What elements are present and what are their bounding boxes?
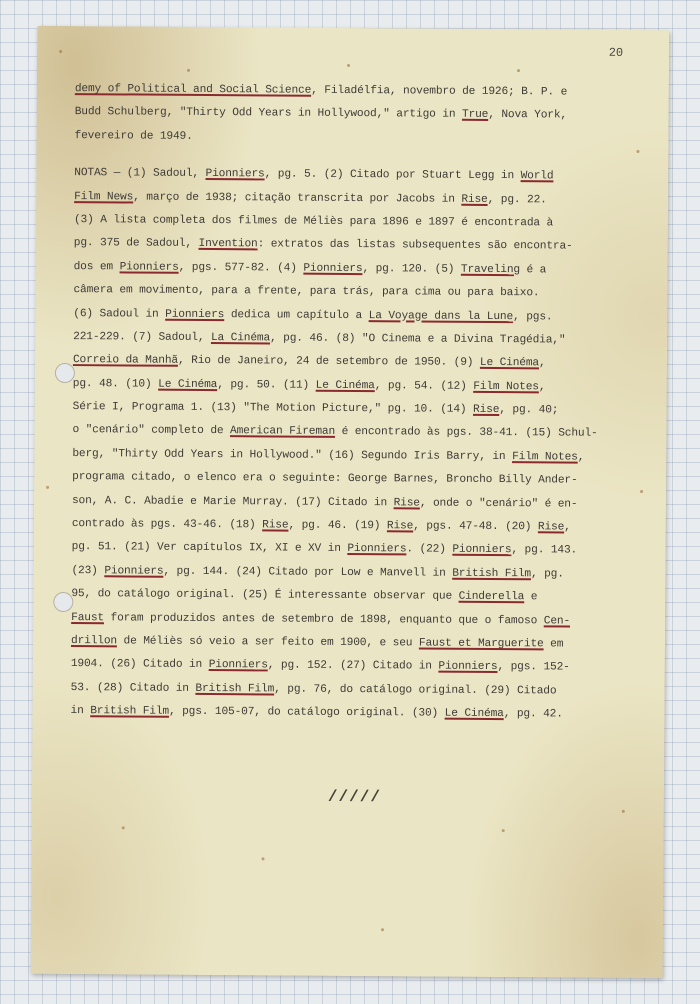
text-run: Série I, Programa 1. (13) "The Motion Picture," pg. 10. (14) (72, 401, 474, 416)
text-line (73, 349, 633, 376)
text-run: pg. 48. (10) (72, 377, 159, 391)
underlined-title: demy of Political and Social Science (74, 83, 312, 97)
text-run: , pg. 54. (12) (374, 379, 474, 393)
text-line (74, 125, 634, 152)
text-line (74, 232, 634, 259)
text-run: , Nova York, (488, 109, 568, 122)
text-run: , pgs. 105-07, do catálogo original. (30) (168, 705, 445, 720)
underlined-title: Rise (386, 520, 414, 533)
underlined-title: British Film (452, 567, 532, 581)
page-number: 20 (608, 45, 624, 60)
text-run: , Rio de Janeiro, 24 de setembro de 1950. (9) (177, 355, 480, 370)
text-line (71, 583, 631, 610)
text-run: (23) (71, 564, 105, 578)
text-run: 95, do catálogo original. (25) É interessante observar que (71, 588, 459, 603)
underlined-title: Pionniers (438, 660, 498, 674)
underlined-title: Correio da Manhã (72, 354, 179, 368)
text-run: 1904. (26) Citado in (70, 658, 209, 672)
stain-dot (122, 826, 125, 829)
underlined-title: Traveling (460, 263, 521, 276)
underlined-title: True (461, 109, 489, 122)
text-run: , (538, 381, 546, 394)
text-run: , onde o "cenário" é en- (419, 497, 578, 511)
text-run: e (524, 591, 538, 604)
stain-dot (640, 490, 643, 493)
text-run: , pg. 144. (24) Citado por Low e Manvell in (163, 565, 453, 580)
typewritten-page (31, 26, 670, 978)
text-run: de Méliès só veio a ser feito em 1900, e seu (116, 635, 419, 650)
underlined-title: Film Notes (473, 380, 539, 394)
underlined-title: drillon (70, 635, 118, 648)
text-run: 53. (28) Citado in (70, 681, 196, 695)
text-run: , pgs. 152- (497, 661, 570, 674)
text-run: , (564, 521, 571, 534)
text-run: : extratos das listas subsequentes são encontra- (257, 238, 573, 253)
underlined-title: La Voyage dans la Lune (368, 309, 514, 323)
text-line (74, 162, 634, 189)
underlined-title: La Cinéma (210, 331, 271, 345)
text-run: , Filadélfia, novembro de 1926; B. P. e (311, 84, 568, 99)
text-run: , pg. 152. (27) Citado in (267, 659, 439, 673)
text-run: programa citado, o elenco era o seguinte: George Barnes, Broncho Billy Ander- (72, 471, 578, 487)
text-run: dedica um capítulo a (224, 308, 369, 322)
text-line (72, 466, 632, 493)
underlined-title: Le Cinéma (479, 357, 540, 370)
text-run: , pg. 42. (503, 708, 563, 721)
text-line (71, 653, 631, 680)
underlined-title: Rise (537, 521, 565, 534)
text-run: , pgs. 577-82. (4) (178, 261, 304, 275)
text-run: pg. 375 de Sadoul, (73, 237, 199, 251)
underlined-title: World (520, 170, 554, 183)
text-run: , pgs. 47-48. (20) (413, 520, 538, 534)
text-run: , pgs. (513, 310, 553, 323)
stain-dot (636, 150, 639, 153)
underlined-title: Pionniers (452, 544, 512, 557)
underlined-title: Rise (461, 193, 488, 206)
underlined-title: Pionniers (347, 543, 407, 556)
underlined-title: Pionniers (165, 308, 225, 321)
stain-dot (46, 486, 49, 489)
text-run: , pg. 40; (499, 404, 559, 417)
text-run: . (22) (406, 543, 453, 557)
text-run: son, A. C. Abadie e Marie Murray. (17) Citado in (71, 494, 394, 509)
text-run: , março de 1938; citação transcrita por Jacobs in (133, 191, 462, 206)
text-run: , pg. 76, do catálogo original. (29) Citado (274, 683, 557, 698)
text-run: in (70, 705, 91, 718)
text-run: o "cenário" completo de (72, 424, 231, 438)
text-run: Budd Schulberg, "Thirty Odd Years in Hollywood," artigo in (74, 106, 463, 122)
text-run: (6) Sadoul in (73, 307, 166, 321)
text-line (73, 279, 633, 306)
text-run: 221-229. (7) Sadoul, (73, 330, 212, 344)
text-run: câmera em movimento, para a frente, para trás, para cima ou para baixo. (73, 284, 540, 300)
text-run: , pg. 46. (8) "O Cinema e a Divina Tragédia," (270, 332, 566, 347)
text-run: , pg. 46. (19) (288, 519, 387, 533)
text-run: , pg. 50. (11) (217, 378, 316, 392)
text-run: , pg. 5. (2) Citado por Stuart Legg in (264, 168, 521, 183)
text-run: berg, "Thirty Odd Years in Hollywood." (16) Segundo Iris Barry, in (72, 447, 513, 463)
end-mark: ///// (327, 787, 382, 807)
text-run: pg. 51. (21) Ver capítulos IX, XI e XV in (71, 541, 348, 556)
text-run: foram produzidos antes de setembro de 1898, enquanto que o famoso (103, 611, 544, 627)
text-run: , (538, 357, 546, 370)
underlined-title: Cinderella (458, 590, 525, 604)
underlined-title: Le Cinéma (158, 378, 218, 391)
stain-dot (187, 69, 190, 72)
stain-dot (59, 50, 62, 53)
underlined-title: British Film (195, 682, 275, 696)
stain-dot (622, 810, 625, 813)
text-run: , pg. 120. (5) (362, 262, 461, 276)
text-run: , pg. (530, 568, 564, 581)
underlined-title: Le Cinéma (444, 707, 504, 721)
underlined-title: Pionniers (205, 168, 265, 181)
stain-dot (347, 64, 350, 67)
underlined-title: Film News (74, 190, 134, 204)
underlined-title: Rise (262, 519, 289, 532)
underlined-title: Faust et Marguerite (418, 637, 544, 651)
stain-dot (502, 829, 505, 832)
underlined-title: Film Notes (512, 450, 578, 464)
text-run: , pg. 143. (511, 544, 578, 558)
text-run: NOTAS — (1) Sadoul, (74, 167, 206, 181)
text-run: é encontrado às pgs. 38-41. (15) Schul- (335, 426, 598, 441)
underlined-title: Pionniers (119, 261, 179, 274)
stain-dot (261, 857, 264, 860)
underlined-title: Rise (393, 496, 420, 510)
text-run: , (577, 451, 585, 464)
underlined-title: Pionniers (208, 659, 268, 672)
underlined-title: Rise (472, 403, 500, 417)
underlined-title: Invention (198, 238, 258, 251)
underlined-title: British Film (90, 705, 170, 718)
underlined-title: Le Cinéma (315, 379, 375, 392)
text-run: em (543, 638, 564, 651)
stain-dot (381, 928, 384, 931)
underlined-title: Pionniers (303, 262, 363, 275)
text-run: dos em (73, 260, 120, 274)
text-run: é a (519, 263, 547, 277)
underlined-title: Cen- (543, 614, 571, 628)
underlined-title: Pionniers (104, 565, 164, 578)
underlined-title: American Fireman (229, 425, 336, 439)
text-run: fevereiro de 1949. (74, 129, 193, 143)
underlined-title: Faust (71, 611, 105, 624)
text-run: , pg. 22. (487, 193, 547, 206)
body-text (70, 78, 634, 727)
text-run: contrado às pgs. 43-46. (18) (71, 518, 263, 532)
stain-dot (517, 69, 520, 72)
text-line (70, 700, 630, 727)
text-run: (3) A lista completa dos filmes de Méliès para 1896 e 1897 é encontrada à (73, 214, 554, 230)
